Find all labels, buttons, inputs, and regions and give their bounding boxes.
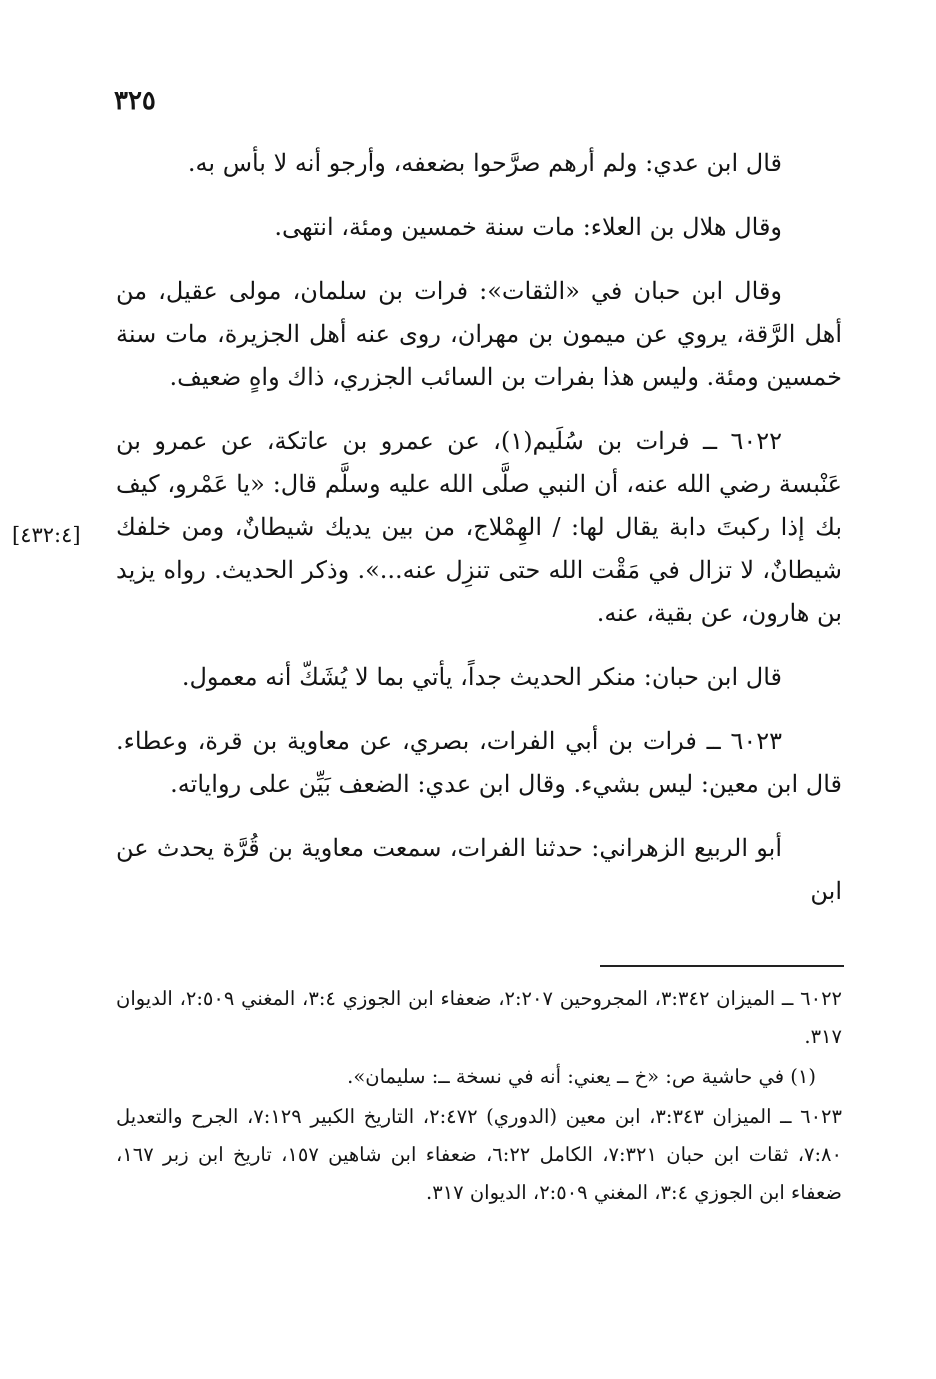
- entry-6022: ٦٠٢٢ ــ فرات بن سُلَيم(١)، عن عمرو بن عاتكة، عن عمرو بن عَنْبسة رضي الله عنه، أن النبي صلَّى الله عليه وسلَّم قال: «يا عَمْرو، كيف بك إذا ركبتَ دابة يقال لها: / الهِمْلاج، من بين يديك شيطانٌ، ومن خلفك شيطانٌ، لا تزال في مَقْت الله حتى تنزِل عنه...». وذكر الحديث. رواه يزيد بن هارون، عن بقية، عنه.: [116, 427, 842, 627]
- footnote-6023-sources: ٦٠٢٣ ــ الميزان ٣:٣٤٣، ابن معين (الدوري) ٢:٤٧٢، التاريخ الكبير ٧:١٢٩، الجرح والتعديل ٧:٨٠، ثقات ابن حبان ٧:٣٢١، الكامل ٦:٢٢، ضعفاء ابن شاهين ١٥٧، تاريخ ابن زبر ١٦٧، ضعفاء ابن الجوزي ٣:٤، المغني ٢:٥٠٩، الديوان ٣١٧.: [116, 1105, 843, 1204]
- paragraph-ibn-hibban-thiqat: وقال ابن حبان في «الثقات»: فرات بن سلمان، مولى عقيل، من أهل الرَّقة، يروي عن ميمون بن مهران، روى عنه أهل الجزيرة، مات سنة خمسين ومئة. وليس هذا بفرات بن السائب الجزري، ذاك واهٍ ضعيف.: [116, 277, 842, 391]
- paragraph-hilal: وقال هلال بن العلاء: مات سنة خمسين ومئة، انتهى.: [274, 213, 782, 241]
- paragraph-ibn-adi: قال ابن عدي: ولم أرهم صرَّحوا بضعفه، وأرجو أنه لا بأس به.: [187, 149, 782, 177]
- page-number: ٣٢٥: [114, 86, 156, 116]
- margin-reference: [٤٣٢:٤]: [12, 523, 81, 547]
- footnote-1: (١) في حاشية ص: «خ ــ يعني: أنه في نسخة ــ: سليمان».: [347, 1065, 816, 1088]
- main-text: [116, 142, 842, 934]
- footnote-separator: [600, 965, 844, 967]
- paragraph-ibn-hibban-munkar: قال ابن حبان: منكر الحديث جداً، يأتي بما لا يُشَكّ أنه معمول.: [181, 663, 782, 691]
- paragraph-abu-al-rabi: أبو الربيع الزهراني: حدثنا الفرات، سمعت معاوية بن قُرَّة يحدث عن ابن: [116, 834, 842, 905]
- footnotes: [116, 980, 842, 1214]
- footnote-6022-sources: ٦٠٢٢ ــ الميزان ٣:٣٤٢، المجروحين ٢:٢٠٧، ضعفاء ابن الجوزي ٣:٤، المغني ٢:٥٠٩، الديوان ٣١٧.: [116, 987, 843, 1048]
- entry-6023: ٦٠٢٣ ــ فرات بن أبي الفرات، بصري، عن معاوية بن قرة، وعطاء. قال ابن معين: ليس بشيء. وقال ابن عدي: الضعف بَيِّن على رواياته.: [116, 727, 842, 798]
